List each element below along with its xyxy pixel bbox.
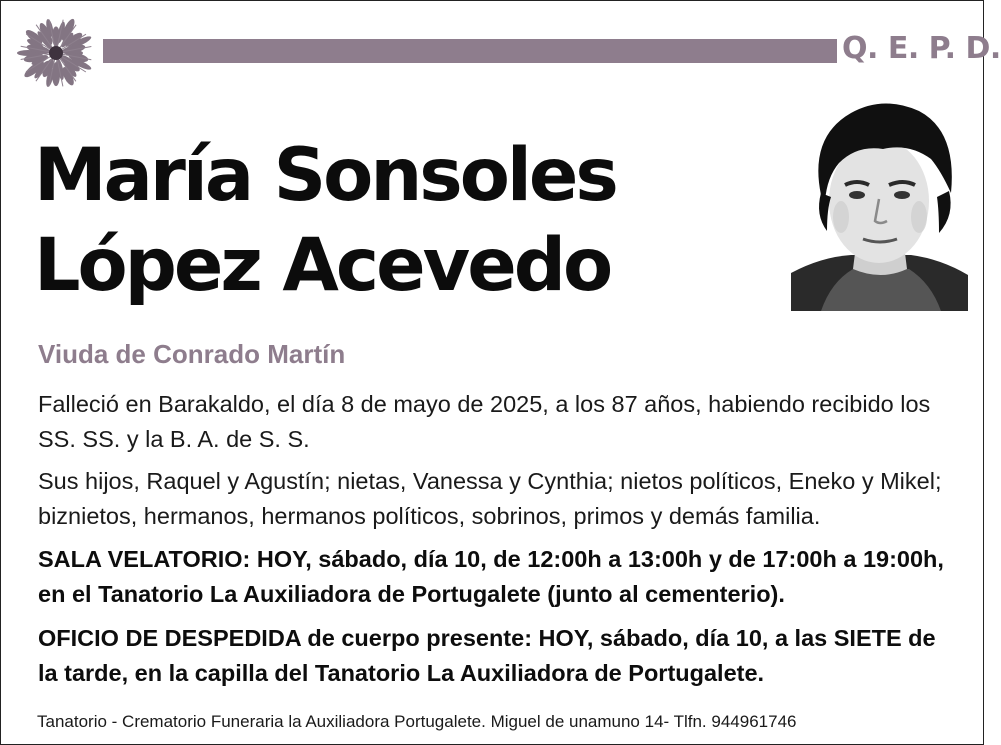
- flower-icon: [15, 14, 97, 92]
- funeral-home-footer: Tanatorio - Crematorio Funeraria la Auxiliadora Portugalete. Miguel de unamuno 14- Tlfn. 944961746: [37, 712, 797, 731]
- wake-info: SALA VELATORIO: HOY, sábado, día 10, de 12:00h a 13:00h y de 17:00h a 19:00h, en el Tanatorio La Auxiliadora de Portugalete (junto al cementerio).: [38, 546, 944, 607]
- deceased-name-line-2: López Acevedo: [34, 223, 611, 308]
- portrait-photo: [791, 97, 968, 311]
- death-notice: Falleció en Barakaldo, el día 8 de mayo de 2025, a los 87 años, habiendo recibido los SS. SS. y la B. A. de S. S.: [38, 391, 931, 452]
- service-info: OFICIO DE DESPEDIDA de cuerpo presente: HOY, sábado, día 10, a las SIETE de la tarde, en la capilla del Tanatorio La Auxiliadora de Portugalete.: [38, 625, 936, 686]
- deceased-name-line-1: María Sonsoles: [34, 133, 616, 218]
- header-band: [103, 39, 837, 63]
- qepd-label: Q. E. P. D.: [842, 31, 1001, 66]
- family-list: Sus hijos, Raquel y Agustín; nietas, Vanessa y Cynthia; nietos políticos, Eneko y Mikel; biznietos, hermanos, hermanos políticos, sobrinos, primos y demás familia.: [38, 468, 942, 529]
- deceased-name: [34, 131, 616, 311]
- widow-of: Viuda de Conrado Martín: [38, 339, 346, 369]
